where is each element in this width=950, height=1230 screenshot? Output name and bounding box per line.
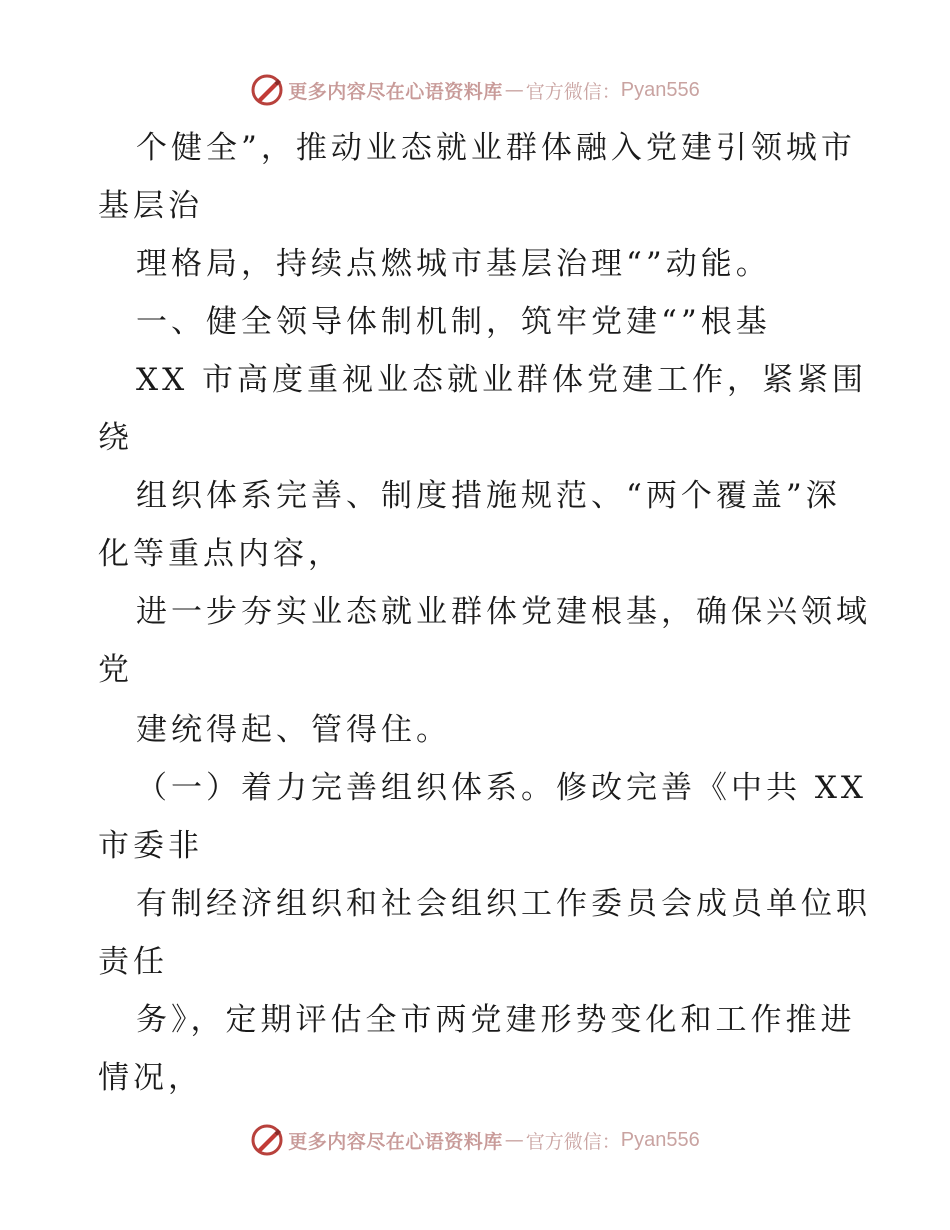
header-watermark xyxy=(0,70,950,110)
text-line: 理格局，持续点燃城市基层治理“”动能。 xyxy=(136,246,771,282)
watermark-wechat-label: 官方微信： xyxy=(525,80,621,103)
pen-logo-icon xyxy=(250,73,284,107)
watermark-brand: 更多内容尽在心语资料库 xyxy=(288,1130,503,1153)
text-line: 责任 xyxy=(98,944,168,980)
text-line: 党 xyxy=(98,652,133,688)
text-line: 进一步夯实业态就业群体党建根基，确保兴领域 xyxy=(136,594,871,630)
text-line: 务》，定期评估全市两党建形势变化和工作推进 xyxy=(136,1002,856,1038)
text-line: 基层治 xyxy=(98,188,203,224)
text-line: 化等重点内容， xyxy=(98,536,343,572)
text-line: 组织体系完善、制度措施规范、“两个覆盖”深 xyxy=(136,478,841,514)
text-line: XX 市高度重视业态就业群体党建工作，紧紧围 xyxy=(136,362,867,398)
section-heading: 一、健全领导体制机制，筑牢党建“”根基 xyxy=(136,304,771,340)
footer-watermark xyxy=(0,1120,950,1160)
pen-logo-icon xyxy=(250,1123,284,1157)
watermark-wechat-id: Pyan556 xyxy=(620,1128,700,1151)
text-line: 个健全”，推动业态就业群体融入党建引领城市 xyxy=(136,130,856,166)
watermark-dash: — xyxy=(504,1129,524,1151)
watermark-wechat-label: 官方微信： xyxy=(525,1130,621,1153)
text-line: 绕 xyxy=(98,420,133,456)
text-line: 建统得起、管得住。 xyxy=(136,712,451,748)
watermark-wechat-id: Pyan556 xyxy=(620,78,700,101)
watermark-brand: 更多内容尽在心语资料库 xyxy=(288,80,503,103)
text-line: 市委非 xyxy=(98,828,203,864)
text-line: 有制经济组织和社会组织工作委员会成员单位职 xyxy=(136,886,871,922)
text-line: 情况， xyxy=(98,1060,203,1096)
watermark-dash: — xyxy=(504,79,524,101)
subsection-heading: （一）着力完善组织体系。修改完善《中共 XX xyxy=(136,770,867,806)
